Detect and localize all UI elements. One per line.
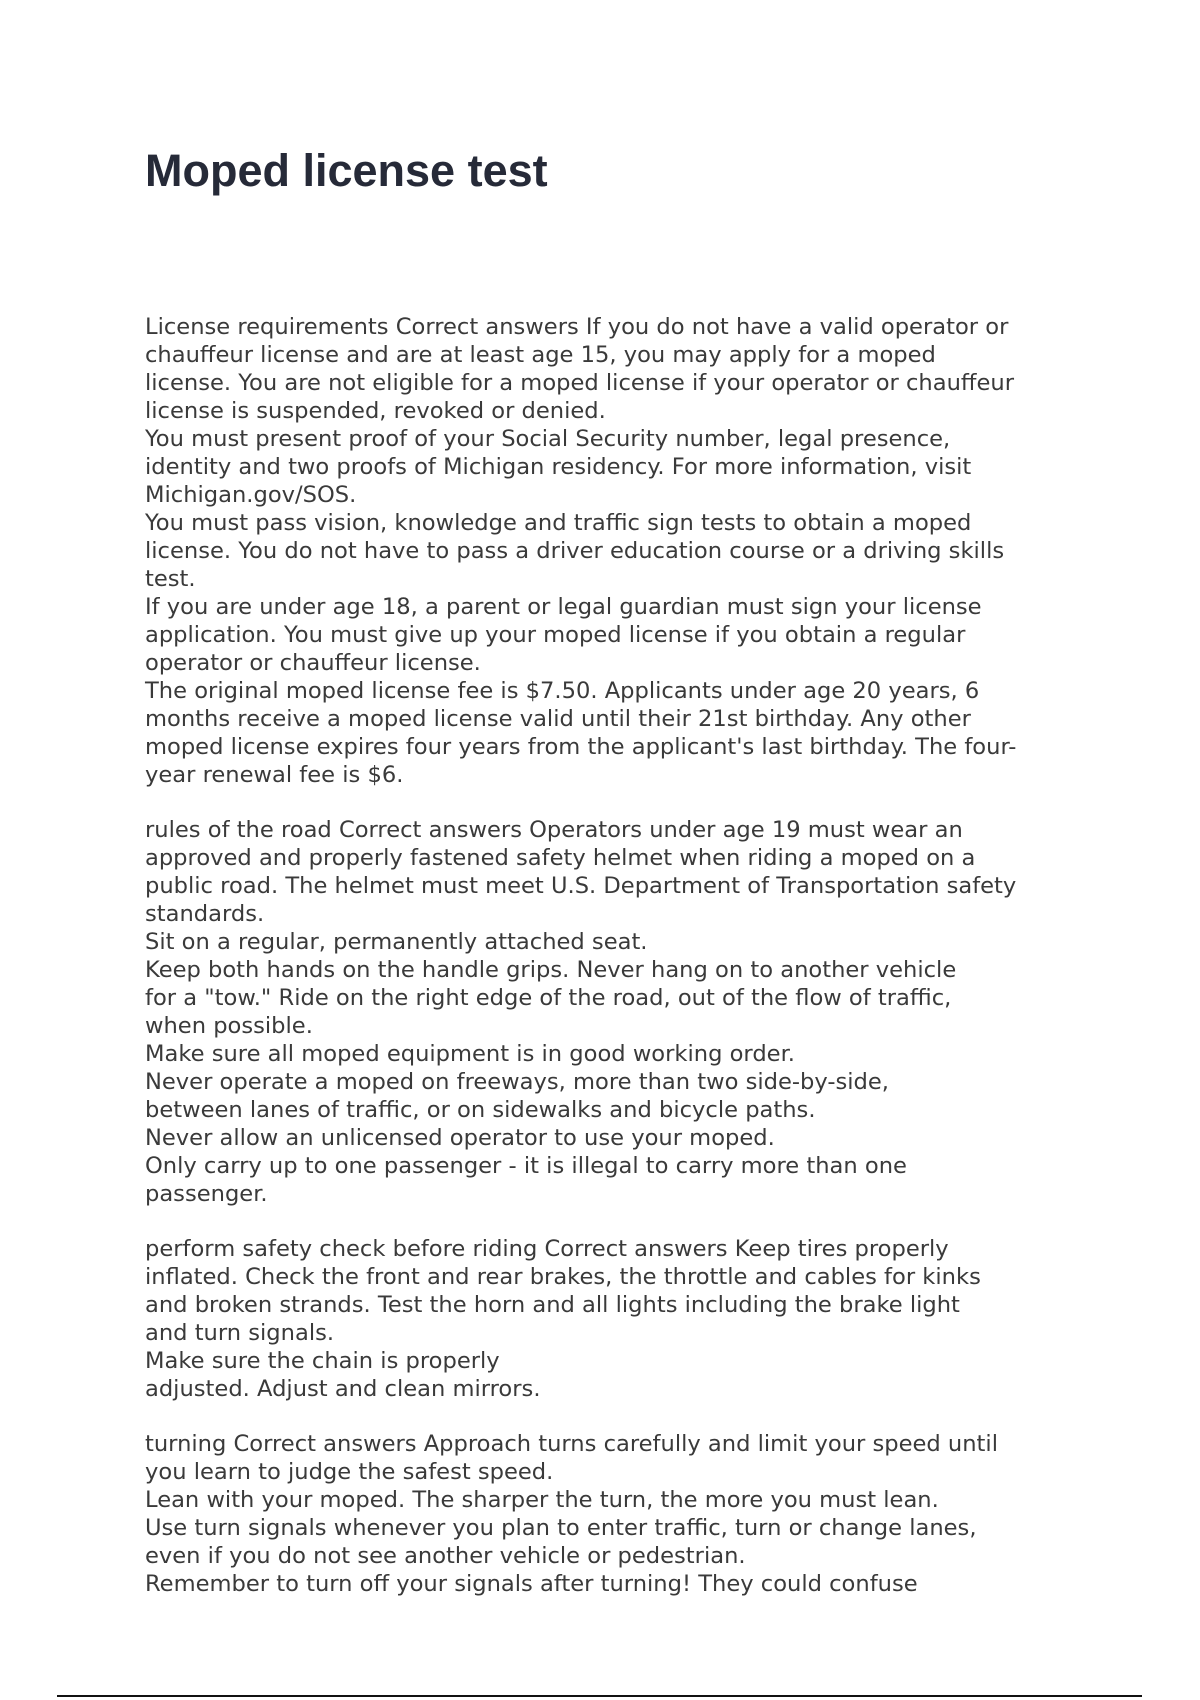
paragraph-spacer [145,1403,1080,1430]
paragraph-spacer [145,789,1080,816]
document-title: Moped license test [145,145,548,196]
document-body [145,313,1080,1598]
section-license-requirements: License requirements Correct answers If you do not have a valid operator or chauffeur license and are at least age 15, you may apply for a moped license. You are not eligible for a moped license if your operator or chauffeur license is suspended, revoked or denied. You must present proof of your Social Security number, legal presence, identity and two proofs of Michigan residency. For more information, visit Michigan.gov/SOS. You must pass vision, knowledge and traffic sign tests to obtain a moped license. You do not have to pass a driver education course or a driving skills test. If you are under age 18, a parent or legal guardian must sign your license application. You must give up your moped license if you obtain a regular operator or chauffeur license. The original moped license fee is $7.50. Applicants under age 20 years, 6 months receive a moped license valid until their 21st birthday. Any other moped license expires four years from the applicant's last birthday. The four- year renewal fee is $6. [145,314,1017,788]
section-rules-of-the-road: rules of the road Correct answers Operators under age 19 must wear an approved and properly fastened safety helmet when riding a moped on a public road. The helmet must meet U.S. Department of Transportation safety standards. Sit on a regular, permanently attached seat. Keep both hands on the handle grips. Never hang on to another vehicle for a "tow." Ride on the right edge of the road, out of the flow of traffic, when possible. Make sure all moped equipment is in good working order. Never operate a moped on freeways, more than two side-by-side, between lanes of traffic, or on sidewalks and bicycle paths. Never allow an unlicensed operator to use your moped. Only carry up to one passenger - it is illegal to carry more than one passenger. [145,817,1017,1207]
section-turning: turning Correct answers Approach turns carefully and limit your speed until you learn to judge the safest speed. Lean with your moped. The sharper the turn, the more you must lean. Use turn signals whenever you plan to enter traffic, turn or change lanes, even if you do not see another vehicle or pedestrian. Remember to turn off your signals after turning! They could confuse [145,1431,998,1597]
footer-divider [57,1695,1142,1697]
section-safety-check: perform safety check before riding Correct answers Keep tires properly inflated. Check the front and rear brakes, the throttle and cables for kinks and broken strands. Test the horn and all lights including the brake light and turn signals. Make sure the chain is properly adjusted. Adjust and clean mirrors. [145,1236,981,1402]
paragraph-spacer [145,1208,1080,1235]
